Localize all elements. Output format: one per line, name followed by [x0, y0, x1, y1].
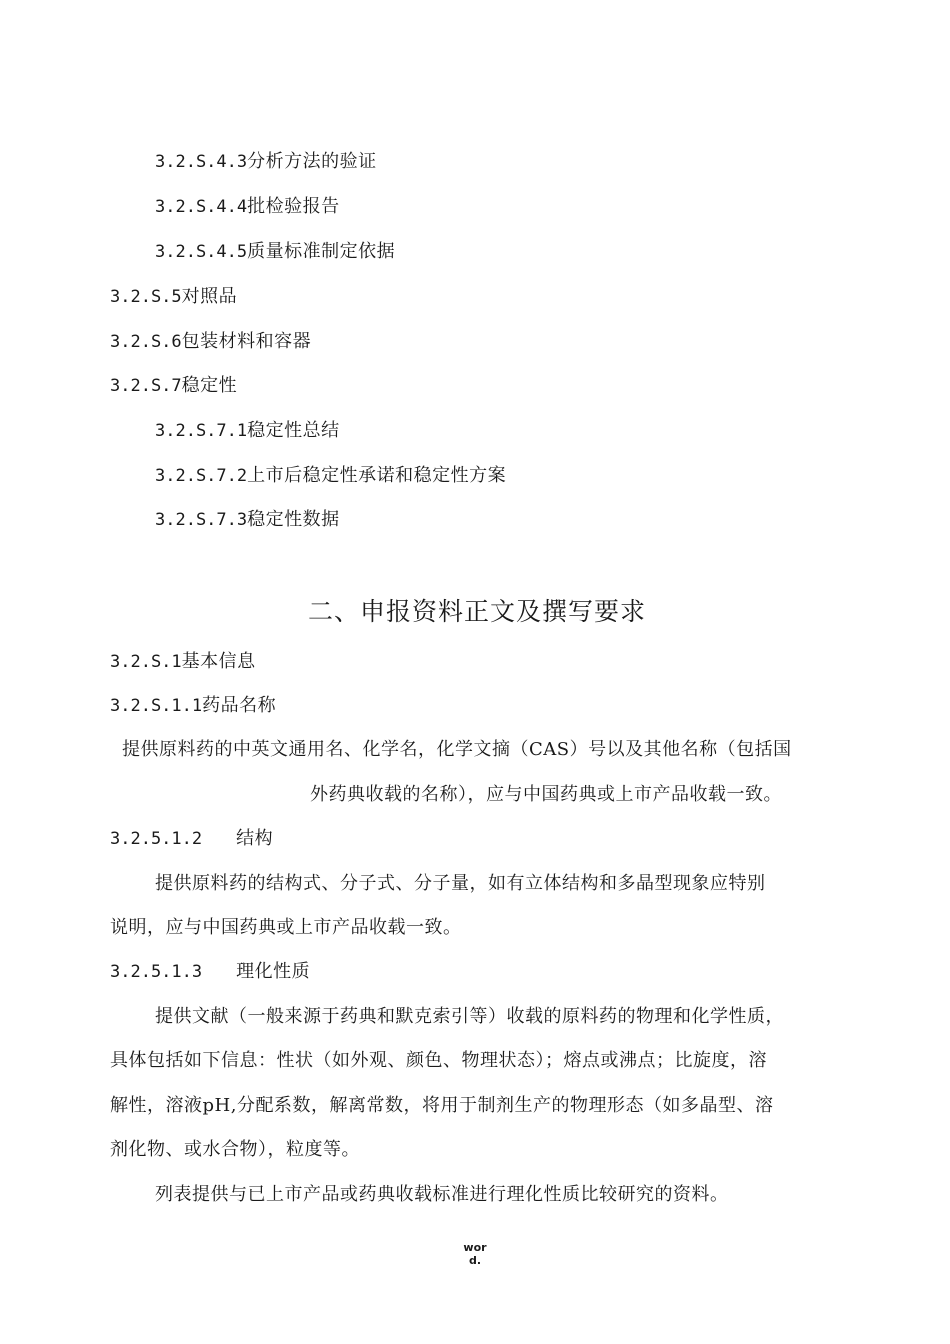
- section-heading: 二、申报资料正文及撰写要求: [308, 597, 647, 626]
- subsection-number: 3.2.5.1.2: [110, 829, 203, 849]
- toc-number: 3.2.S.7.1: [155, 421, 248, 441]
- subsection-heading: [110, 960, 310, 984]
- paragraph-line: 外药典收载的名称），应与中国药典或上市产品收载一致。: [310, 784, 782, 805]
- toc-item: [110, 374, 237, 398]
- paragraph-line: 解性，溶液pH,分配系数，解离常数，将用于制剂生产的物理形态（如多晶型、溶: [110, 1095, 774, 1116]
- subsection-heading: [110, 694, 276, 718]
- page-footer: [445, 1241, 505, 1267]
- paragraph-line: 具体包括如下信息：性状（如外观、颜色、物理状态）；熔点或沸点；比旋度，溶: [110, 1050, 767, 1071]
- toc-number: 3.2.S.5: [110, 287, 182, 307]
- toc-item: [155, 195, 340, 219]
- toc-item: [155, 508, 340, 532]
- toc-number: 3.2.S.7.2: [155, 466, 248, 486]
- paragraph-line: 剂化物、或水合物），粒度等。: [110, 1139, 360, 1160]
- toc-item: [155, 240, 395, 264]
- toc-number: 3.2.S.4.4: [155, 197, 248, 217]
- toc-item: [110, 285, 237, 309]
- subsection-number: 3.2.5.1.3: [110, 962, 203, 982]
- paragraph-line: 提供文献（一般来源于药典和默克索引等）收载的原料药的物理和化学性质，: [155, 1006, 784, 1027]
- toc-number: 3.2.S.4.3: [155, 152, 248, 172]
- paragraph-line: 列表提供与已上市产品或药典收载标准进行理化性质比较研究的资料。: [155, 1184, 729, 1205]
- subsection-number: 3.2.S.1: [110, 652, 182, 672]
- subsection-title: 理化性质: [236, 961, 311, 982]
- toc-title: 分析方法的验证: [247, 151, 377, 172]
- toc-title: 质量标准制定依据: [247, 241, 396, 262]
- toc-item: [155, 464, 506, 488]
- toc-title: 上市后稳定性承诺和稳定性方案: [247, 465, 507, 486]
- toc-title: 包装材料和容器: [181, 331, 312, 352]
- toc-item: [155, 419, 340, 443]
- toc-item: [155, 150, 377, 174]
- paragraph-line: 说明，应与中国药典或上市产品收载一致。: [110, 917, 462, 938]
- toc-title: 批检验报告: [247, 196, 340, 217]
- subsection-title: 基本信息: [181, 651, 256, 672]
- toc-number: 3.2.S.7: [110, 376, 182, 396]
- toc-title: 稳定性总结: [247, 420, 340, 441]
- toc-title: 对照品: [181, 286, 238, 307]
- footer-line: wor: [463, 1241, 487, 1254]
- toc-title: 稳定性数据: [247, 509, 340, 530]
- paragraph-line: 提供原料药的中英文通用名、化学名，化学文摘（CAS）号以及其他名称（包括国: [122, 739, 792, 760]
- subsection-title: 药品名称: [202, 695, 277, 716]
- toc-number: 3.2.S.4.5: [155, 242, 248, 262]
- subsection-heading: [110, 827, 273, 851]
- subsection-heading: [110, 650, 256, 674]
- subsection-number: 3.2.S.1.1: [110, 696, 203, 716]
- toc-number: 3.2.S.6: [110, 332, 182, 352]
- toc-number: 3.2.S.7.3: [155, 510, 248, 530]
- toc-item: [110, 330, 311, 354]
- subsection-title: 结构: [236, 828, 274, 849]
- paragraph-line: 提供原料药的结构式、分子式、分子量，如有立体结构和多晶型现象应特别: [155, 873, 766, 894]
- toc-title: 稳定性: [181, 375, 238, 396]
- footer-line: d.: [468, 1254, 482, 1267]
